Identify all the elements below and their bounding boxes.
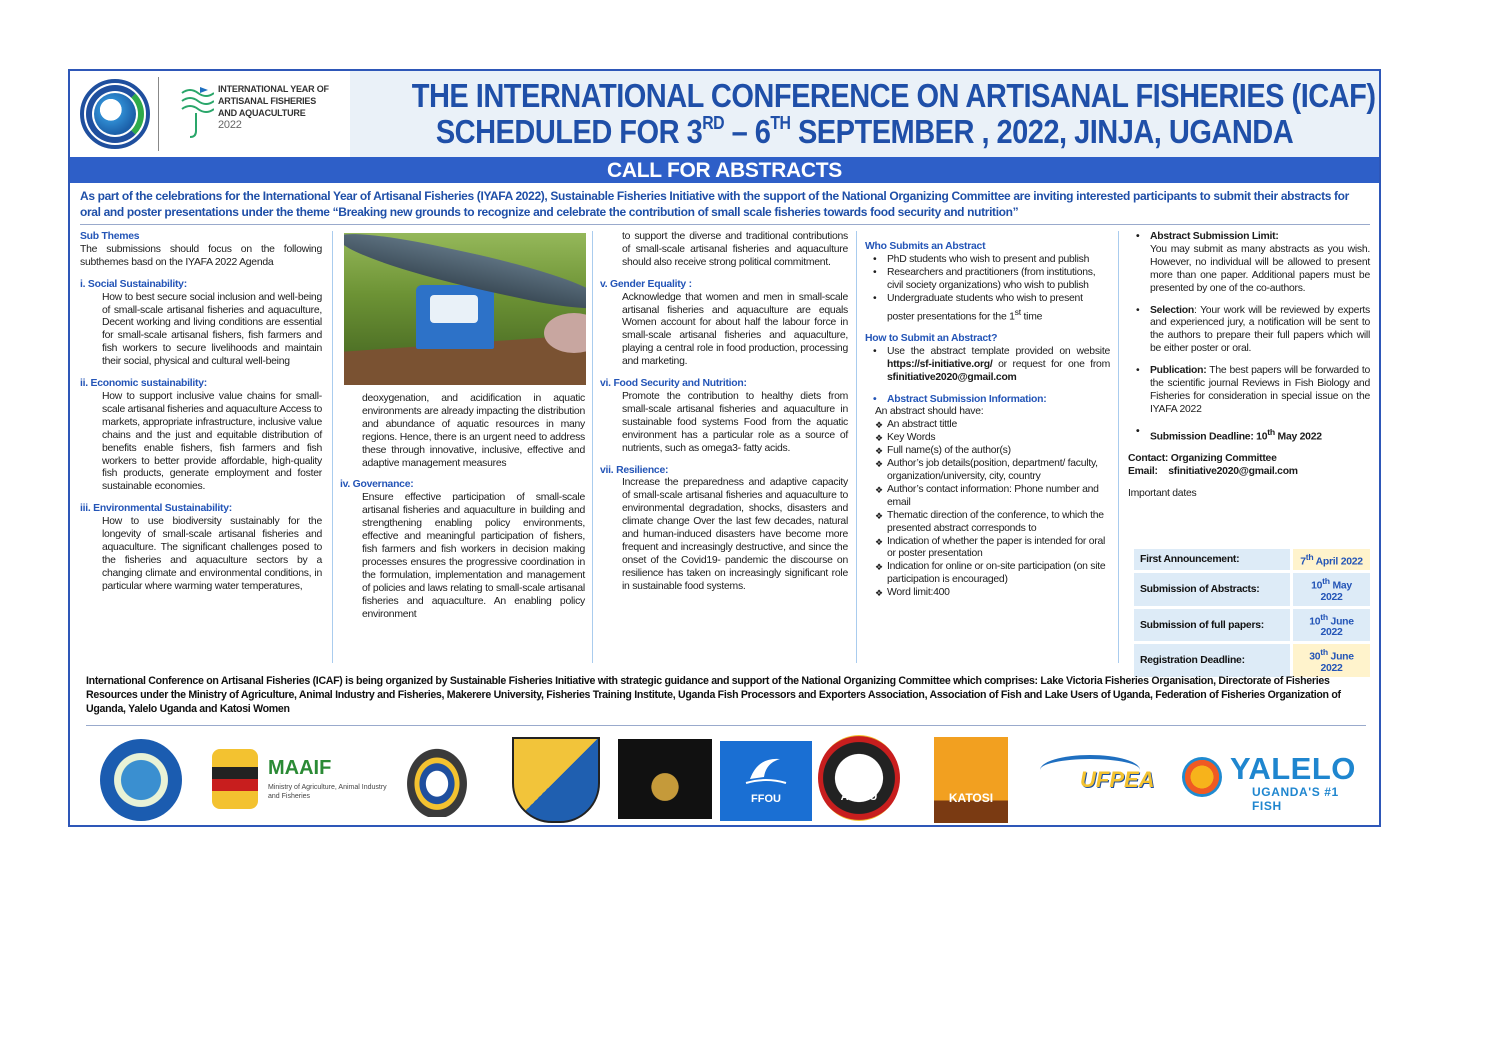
governance-continued: to support the diverse and traditional contributions of small-scale artisanal fisheries and aquaculture should also receive strong political commitment. [622,231,848,268]
who-item: • Undergraduate students who wish to present poster presentations for the 1st time [865,293,1110,324]
who-item: • PhD students who wish to present and publish [865,254,1110,267]
contact-email[interactable]: sfinitiative2020@gmail.com [1168,466,1298,478]
ffou-logo: FFOU [720,741,812,821]
selection-item: • Selection: Your work will be reviewed by experts and experienced jury, a notification will be sent to the authors to prepare their full papers which will be either poster or oral. [1128,305,1370,357]
maaif-crest-logo [212,749,258,809]
submission-deadline: • Submission Deadline: 10th May 2022 [1128,426,1370,444]
date-value: 10th May 2022 [1290,573,1370,605]
fisheries-training-institute-logo [512,737,600,823]
partner-logo-dark [618,739,712,819]
date-value: 7th April 2022 [1290,549,1370,570]
subthemes-lead: The submissions should focus on the following subthemes basd on the IYAFA 2022 Agenda [80,243,322,268]
who-item: • Researchers and practitioners (from institutions, civil society organizations) who wish to publish [865,267,1110,293]
divider [86,725,1366,726]
theme-economic-title: ii. Economic sustainability: [80,378,207,390]
iyafa-text [218,83,348,131]
maaif-logo-subtext: Ministry of Agriculture, Animal Industry and Fisheries [268,784,387,800]
who-submits-heading: Who Submits an Abstract [865,241,986,252]
organizers-note: International Conference on Artisanal Fisheries (ICAF) is being organized by Sustainable Fisheries Initiative with strategic guidance and support of the National Organizing Committee which comprises: Lake Victoria Fisheries Organisation, Directorate of Fisheries Resources under the Ministry of Agriculture, Animal Industry and Fisheries, Makerere University, Fisheries Training Institute, Uganda Fish Processors and Exporters Association, Association of Fish and Lake Users of Uganda, Federation of Fisheries Organization of Uganda, Yalelo Uganda and Katosi Women [86,675,1341,715]
afalu-logo: AFALU [818,735,900,821]
conference-subtitle: SCHEDULED FOR 3RD – 6TH SEPTEMBER , 2022, JINJA, UGANDA [435,113,1294,150]
column-divider [332,231,333,663]
theme-social-title: i. Social Sustainability: [80,278,187,290]
subthemes-heading: Sub Themes [80,231,140,242]
theme-economic-body: How to support inclusive value chains for small-scale artisanal fisheries and aquaculture Access to markets, appropriate infrastructure, inclusive value chains and the just and equitable distribution of benefits enable fishers, fish farmers and fish workers to better provide affordable, high-quality fish products, generate employment and foster sustainable economies. [102,390,323,493]
iyafa-line: INTERNATIONAL YEAR OF [218,84,329,94]
header-divider [158,77,159,151]
theme-resilience-title: vii. Resilience: [600,464,669,476]
table-row [1134,573,1370,605]
katosi-logo: KATOSI [934,737,1008,823]
table-row [1134,609,1370,641]
theme-environmental-title: iii. Environmental Sustainability: [80,503,233,515]
date-label: First Announcement: [1134,549,1290,570]
publication-item: • Publication: The best papers will be forwarded to the scientific journal Reviews in Fish Biology and Fisheries for consideration in special issue on the IYAFA 2022 [1128,365,1370,417]
info-item: ❖ Key Words [875,432,1110,445]
date-label: Registration Deadline: [1134,644,1290,676]
divider [80,224,1370,225]
info-item: ❖ Word limit:400 [875,587,1110,600]
lvfo-logo [100,739,182,821]
submission-limits-column [1128,231,1370,501]
poster-frame [68,69,1381,827]
iyafa-line: AND AQUACULTURE [218,108,306,118]
info-item: ❖ Author’s job details(position, department/ faculty, organization/university, city, country [875,458,1110,484]
theme-gender-title: v. Gender Equality : [600,278,692,290]
column-divider [856,231,857,663]
uganda-coat-of-arms-logo [402,743,472,817]
sun-icon [1182,757,1222,797]
table-row [1134,644,1370,676]
theme-resilience-body: Increase the preparedness and adaptive capacity of small-scale artisanal fisheries and aquaculture to environmental degradation, shocks, disasters and climate change Over the last few decades, natural and human-induced disasters have become more frequent and increasingly destructive, and since the onset of the Covid19- pandemic the discourse on resilience has taken on increasingly significant role in sustainable food systems. [622,477,848,592]
email-line: Email: sfinitiative2020@gmail.com [1128,466,1298,478]
theme-environmental-body: How to use biodiversity sustainably for the longevity of small-scale artisanal fisheries and aquaculture. The significant challenges posed to the fisheries and aquaculture sectors by a changing climate and environmental conditions, in particular where warming water temperatures, [102,516,322,592]
limit-body: You may submit as many abstracts as you wish. However, no individual will be allowed to present more than one paper. Additional papers must be presented by one of the co-authors. [1150,243,1370,294]
submission-info-heading: • Abstract Submission Information: [865,394,1110,407]
submission-info-lead: An abstract should have: [875,406,984,418]
limit-heading: • Abstract Submission Limit: [1128,231,1370,244]
submission-column [865,231,1110,600]
theme-governance-title: iv. Governance: [340,479,414,491]
themes-column-3 [600,231,848,594]
email-link[interactable]: sfinitiative2020@gmail.com [887,371,1017,383]
theme-food-security-body: Promote the contribution to healthy diets from small-scale artisanal fisheries and aquaculture in sustainable food systems Food from the aquatic environment has a particular role as a source of nutrients, such as omega3- fatty acids. [622,390,848,454]
important-dates-heading: Important dates [1128,487,1197,499]
iyafa-line: ARTISANAL FISHERIES [218,96,317,106]
theme-social-body: How to best secure social inclusion and well-being of small-scale artisanal fisheries and aquaculture, Decent working and living conditions are essential for small-scale artisanal fishers, fish farmers and fish workers to secure livelihoods and maintain their social, physical and cultural well-being [102,291,322,368]
date-value: 30th June 2022 [1290,644,1370,676]
theme-food-security-title: vi. Food Security and Nutrition: [600,378,747,390]
contact-line: Contact: Organizing Committee [1128,453,1277,465]
table-row [1134,549,1370,570]
info-item: ❖ Author’s contact information: Phone number and email [875,484,1110,510]
ufpea-logo: UFPEA [1040,747,1170,811]
column-divider [1118,231,1119,663]
conference-title: THE INTERNATIONAL CONFERENCE ON ARTISANAL FISHERIES (ICAF) [411,77,1376,114]
environmental-continued: deoxygenation, and acidification in aquatic environments are already impacting the distribution and abundance of aquatic resources in many regions. Hence, there is an urgent need to address these through innovative, inclusive, effective and adaptive management measures [362,393,585,469]
how-to-submit-heading: How to Submit an Abstract? [865,332,998,344]
call-for-abstracts-banner: CALL FOR ABSTRACTS [70,157,1379,183]
yalelo-logo: YALELO UGANDA'S #1 FISH [1182,755,1366,805]
governance-column [340,393,585,621]
partner-logos [70,739,1379,827]
date-label: Submission of full papers: [1134,609,1290,641]
wave-icon [720,741,812,791]
how-to-submit-body: • Use the abstract template provided on website https://sf-initiative.org/ or request for one from sfinitiative2020@gmail.com [865,346,1110,385]
important-dates-table [1134,546,1370,680]
info-item: ❖ Indication of whether the paper is intended for oral or poster presentation [875,536,1110,562]
theme-governance-body: Ensure effective participation of small-scale artisanal fisheries and aquaculture in building and strengthening enabling policy environments, effective and meaningful participation of fishers, fish farmers and fish workers in decision making processes ensures the progressive coordination in the formulation, implementation and management of policies and laws relating to small-scale artisanal fisheries and aquaculture. An enabling policy environment [362,492,585,620]
iyafa-logo [178,83,348,149]
info-item: ❖ An abstract tittle [875,419,1110,432]
column-divider [592,231,593,663]
info-item: ❖ Indication for online or on-site participation (on site participation is encouraged) [875,561,1110,587]
info-item: ❖ Full name(s) of the author(s) [875,445,1110,458]
date-label: Submission of Abstracts: [1134,573,1290,605]
iyafa-emblem-icon [178,83,214,143]
info-item: ❖ Thematic direction of the conference, to which the presented abstract corresponds to [875,510,1110,536]
theme-gender-body: Acknowledge that women and men in small-scale artisanal fisheries and aquaculture are equals Women account for about half the labour force in small-scale artisanal fisheries and aquaculture, playing a central role in food production, processing and marketing. [622,291,848,368]
date-value: 10th June 2022 [1290,609,1370,641]
header [70,71,1379,157]
subthemes-column [80,231,322,594]
website-link[interactable]: https://sf-initiative.org/ [887,358,993,370]
sfi-logo [80,79,150,149]
fish-on-scale-photo [344,233,586,385]
iyafa-year: 2022 [218,119,242,131]
intro-text: As part of the celebrations for the International Year of Artisanal Fisheries (IYAFA 2022), Sustainable Fisheries Initiative with the support of the National Organizing Committee are inviting interested participants to submit their abstracts for oral and poster presentations under the theme “Breaking new grounds to recognize and celebrate the contribution of small scale fisheries towards food security and nutrition” [80,189,1349,219]
maaif-logo-text: MAAIF [268,757,332,779]
